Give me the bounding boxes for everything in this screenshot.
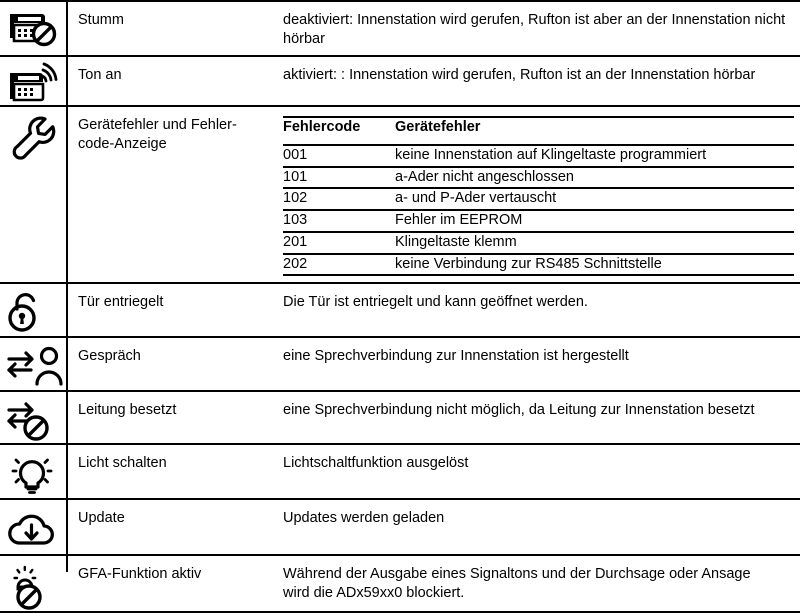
name-cell xyxy=(66,391,275,444)
call-connected-person-icon xyxy=(4,343,66,389)
error-table-row xyxy=(283,188,794,210)
description-cell xyxy=(275,444,800,499)
description-cell xyxy=(275,1,800,56)
error-code: 102 xyxy=(283,190,308,207)
description-cell xyxy=(275,391,800,444)
siren-blocked-icon xyxy=(4,561,66,611)
icon-cell xyxy=(0,56,66,106)
row-description: Updates werden geladen xyxy=(283,510,445,527)
unlocked-padlock-icon xyxy=(4,288,66,334)
row-label: Update xyxy=(78,510,125,527)
table-row xyxy=(0,444,800,499)
row-label: Tür entriegelt xyxy=(78,294,164,311)
row-label: Gespräch xyxy=(78,348,141,365)
name-cell xyxy=(66,106,275,283)
description-cell xyxy=(275,106,800,283)
row-description: deaktiviert: Innenstation wird gerufen, Rufton ist aber an der Innenstation nicht hörbar xyxy=(283,12,786,48)
device-fault-header: Gerätefehler xyxy=(395,119,481,136)
table-row xyxy=(0,391,800,444)
row-description: aktiviert: : Innenstation wird gerufen, Rufton ist an der Innenstation hörbar xyxy=(283,67,756,84)
error-code: 201 xyxy=(283,233,308,250)
table-row xyxy=(0,56,800,106)
table-row xyxy=(0,499,800,555)
icon-cell xyxy=(0,555,66,612)
icon-cell xyxy=(0,499,66,555)
error-code: 103 xyxy=(283,212,308,229)
description-cell xyxy=(275,337,800,391)
row-description: eine Sprechverbindung nicht möglich, da Leitung zur Innenstation besetzt xyxy=(283,402,755,419)
row-label: GFA-Funktion aktiv xyxy=(78,566,202,583)
row-description: Lichtschaltfunktion ausgelöst xyxy=(283,455,469,472)
row-label: Licht schalten xyxy=(78,455,167,472)
row-description: Die Tür ist entriegelt und kann geöffnet werden. xyxy=(283,294,588,311)
name-cell xyxy=(66,555,275,612)
name-cell xyxy=(66,283,275,337)
description-cell xyxy=(275,283,800,337)
description-cell xyxy=(275,555,800,612)
icon-cell xyxy=(0,444,66,499)
cloud-download-icon xyxy=(4,508,66,554)
name-cell xyxy=(66,444,275,499)
error-table-row xyxy=(283,210,794,232)
error-fault: a- und P-Ader vertauscht xyxy=(395,190,557,207)
row-label: Ton an xyxy=(78,67,122,84)
error-fault: keine Innenstation auf Klingeltaste programmiert xyxy=(395,146,707,163)
name-cell xyxy=(66,499,275,555)
error-table-row xyxy=(283,167,794,189)
error-table-row xyxy=(283,254,794,276)
icon-cell xyxy=(0,337,66,391)
table-row xyxy=(0,555,800,612)
intercom-muted-icon xyxy=(4,4,66,48)
error-table-row xyxy=(283,232,794,254)
row-description-line-1: Während der Ausgabe eines Signaltons und der Durchsage oder Ansage xyxy=(283,566,751,583)
lightbulb-icon xyxy=(4,451,66,497)
name-cell xyxy=(66,56,275,106)
description-cell xyxy=(275,56,800,106)
error-fault: keine Verbindung zur RS485 Schnittstelle xyxy=(395,255,662,272)
error-table-header-row xyxy=(283,117,794,145)
name-cell xyxy=(66,1,275,56)
row-label: Leitung besetzt xyxy=(78,402,177,419)
row-description-line-2: wird die ADx59xx0 blockiert. xyxy=(283,585,465,602)
error-code-table xyxy=(283,116,794,276)
error-fault: Klingeltaste klemm xyxy=(395,233,517,250)
icon-cell xyxy=(0,283,66,337)
table-row xyxy=(0,337,800,391)
column-divider xyxy=(66,0,68,572)
icon-cell xyxy=(0,391,66,444)
name-cell xyxy=(66,337,275,391)
line-busy-icon xyxy=(4,397,66,443)
error-fault: a-Ader nicht angeschlossen xyxy=(395,168,574,185)
table-row xyxy=(0,106,800,283)
table-row xyxy=(0,1,800,56)
error-code: 001 xyxy=(283,146,308,163)
intercom-sound-on-icon xyxy=(4,59,66,105)
icon-cell xyxy=(0,1,66,56)
description-cell xyxy=(275,499,800,555)
row-description: eine Sprechverbindung zur Innenstation ist hergestellt xyxy=(283,348,629,365)
row-label: Stumm xyxy=(78,12,124,28)
error-code: 101 xyxy=(283,168,308,185)
error-fault: Fehler im EEPROM xyxy=(395,212,523,229)
table-row xyxy=(0,283,800,337)
icon-cell xyxy=(0,106,66,283)
error-code: 202 xyxy=(283,255,308,272)
row-label: Gerätefehler und Fehler-code-Anzeige xyxy=(78,117,237,153)
error-table-row xyxy=(283,145,794,167)
error-code-header: Fehlercode xyxy=(283,119,361,136)
wrench-icon xyxy=(4,113,66,161)
